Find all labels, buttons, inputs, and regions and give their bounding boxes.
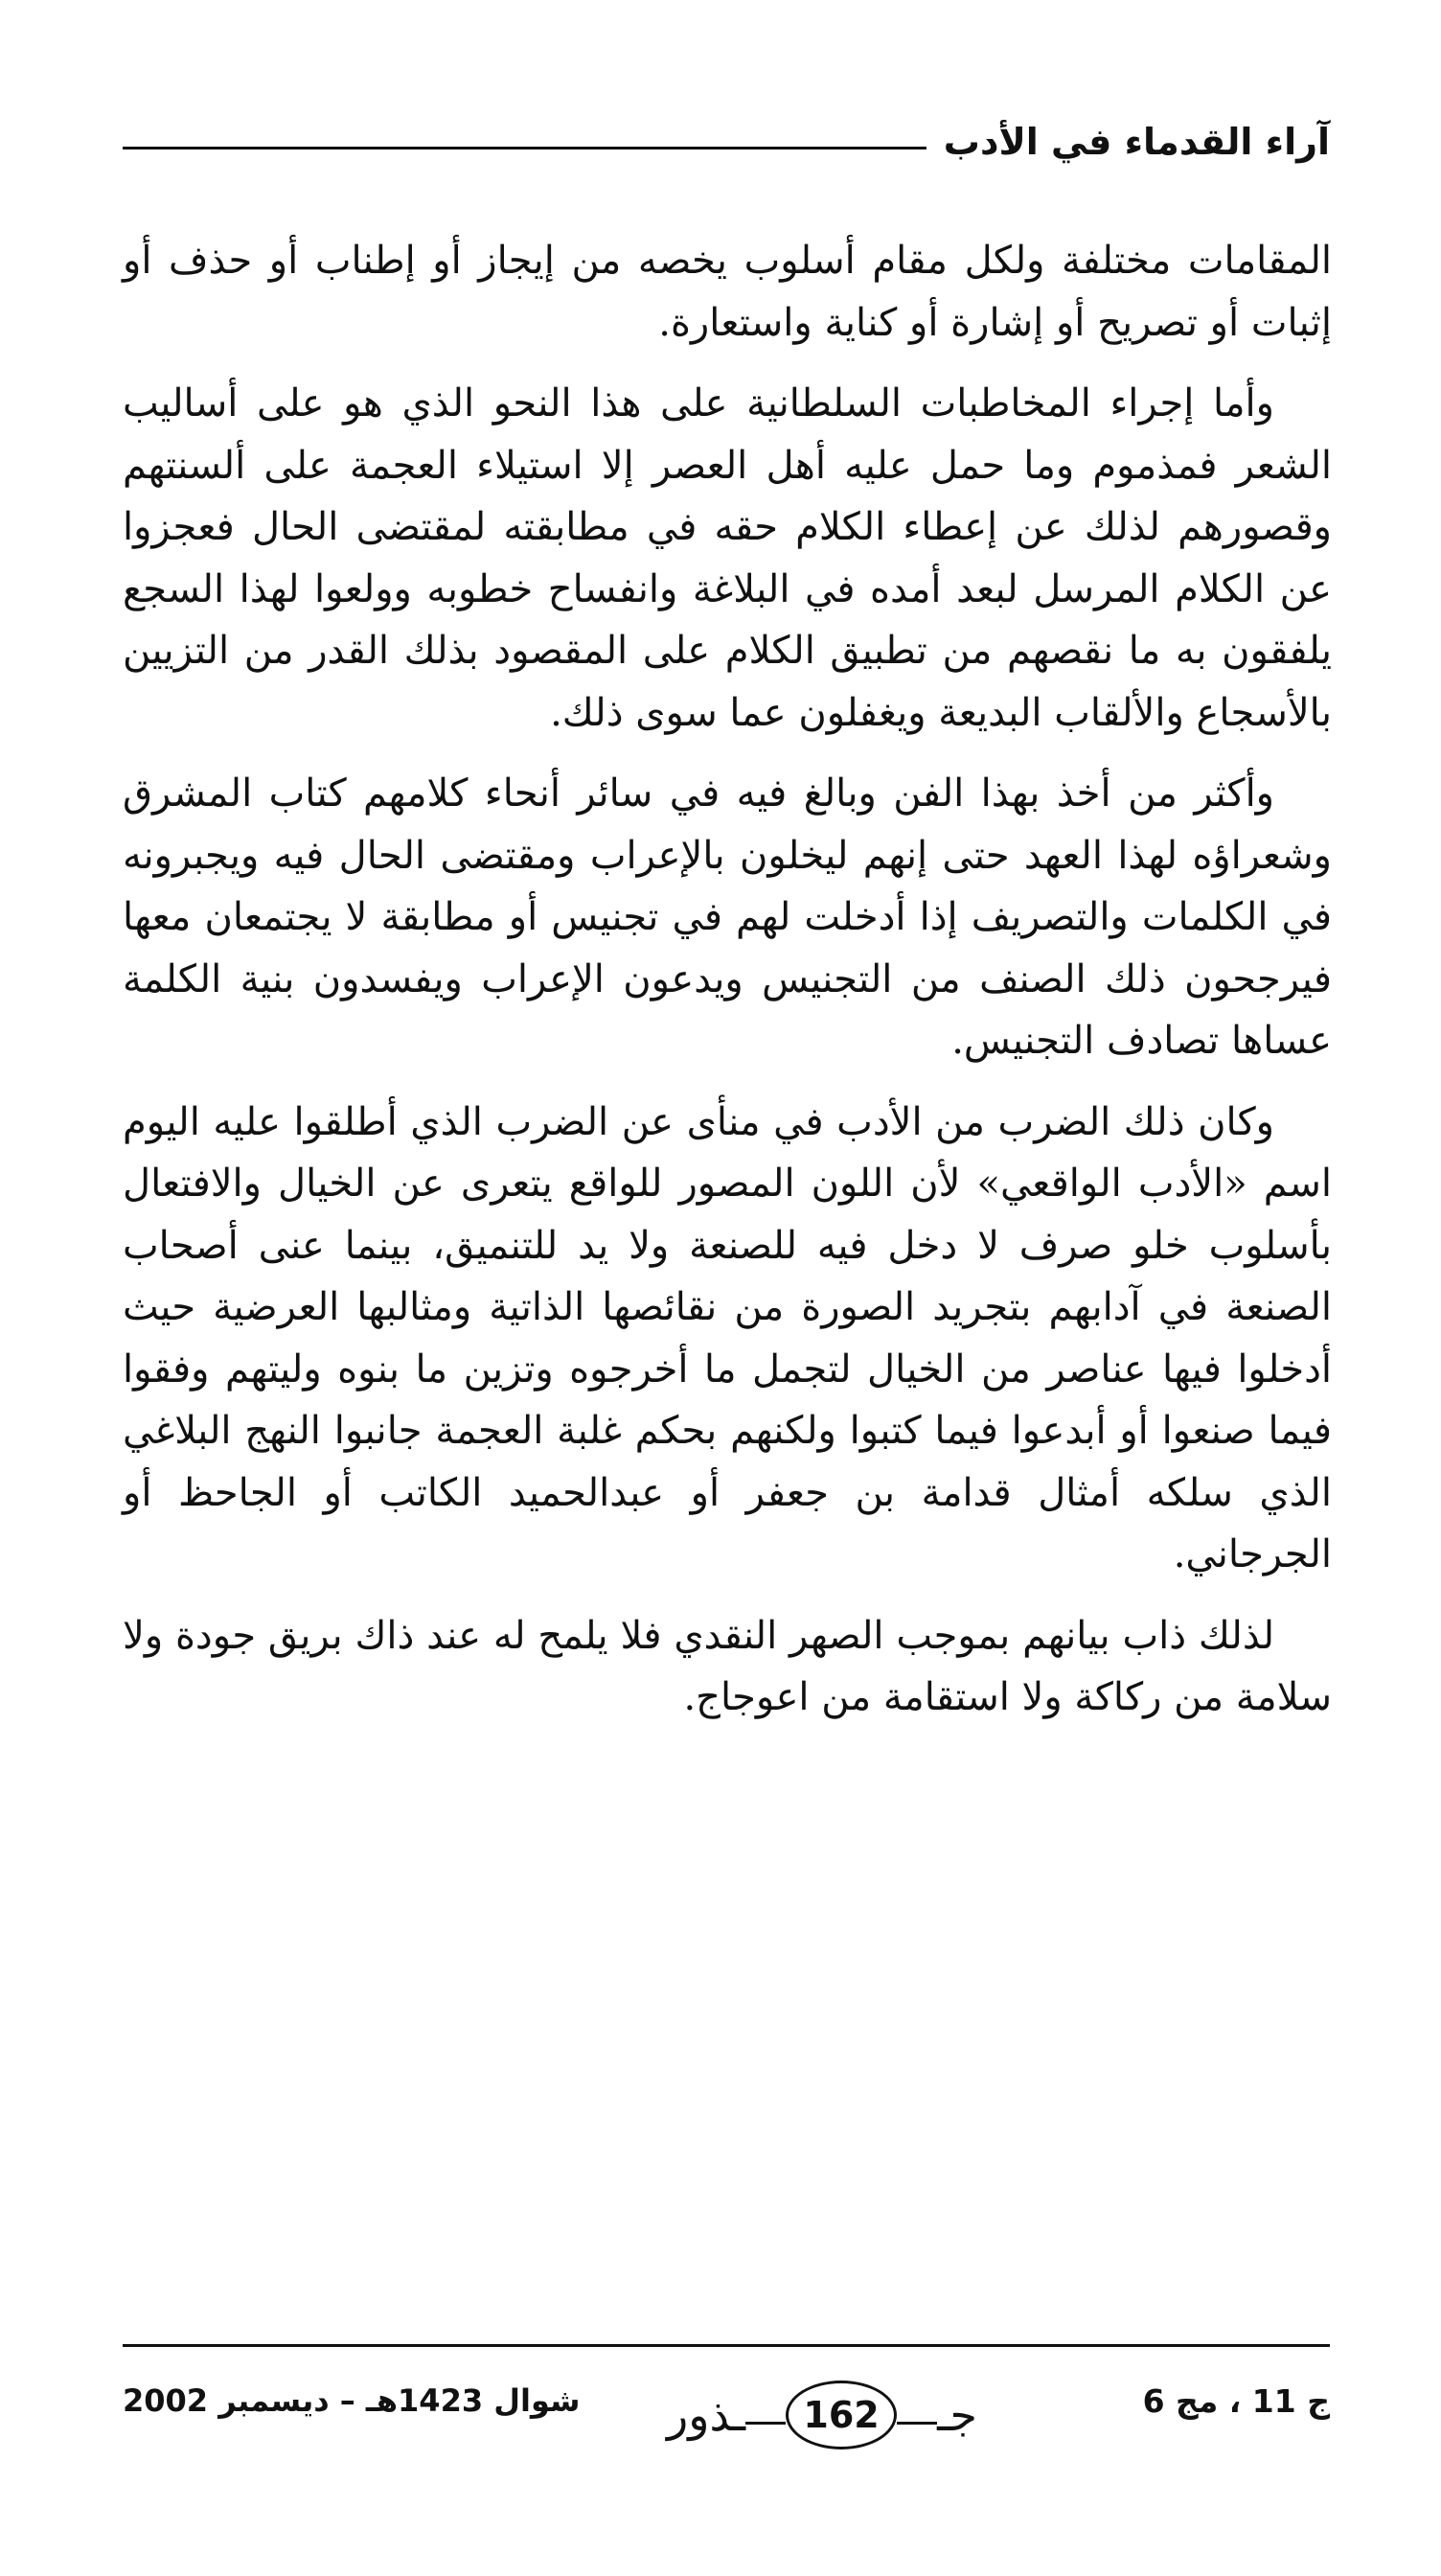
running-title: آراء القدماء في الأدب: [943, 121, 1330, 163]
paragraph: وأما إجراء المخاطبات السلطانية على هذا النحو الذي هو على أساليب الشعر فمذموم وما حمل عليه أهل العصر إلا استيلاء العجمة على ألسنتهم وقصورهم لذلك عن إعطاء الكلام حقه في مطابقته لمقتضى الحال فعجزوا عن الكلام المرسل لبعد أمده في البلاغة وانفساح خطوبه وولعوا لهذا السجع يلفقون به ما نقصهم من تطبيق الكلام على المقصود بذلك القدر من التزيين بالأسجاع والألقاب البديعة ويغفلون عما سوى ذلك.: [123, 381, 1333, 735]
header-rule: [123, 147, 926, 150]
page-number: 162: [786, 2380, 897, 2450]
magazine-name-end: ـذور: [667, 2389, 746, 2441]
magazine-name-start: جـ: [937, 2389, 977, 2441]
paragraph: المقامات مختلفة ولكل مقام أسلوب يخصه من إيجاز أو إطناب أو حذف أو إثبات أو تصريح أو إشارة أو كناية واستعارة.: [123, 239, 1332, 345]
footer-rule: [123, 2344, 1330, 2347]
issue-date: شوال 1423هـ – ديسمبر 2002: [123, 2382, 581, 2419]
magazine-connector-line: [897, 2422, 937, 2425]
running-header: [123, 113, 1330, 171]
page-footer: [123, 2367, 1330, 2463]
volume-issue: ج 11 ، مج 6: [1142, 2382, 1330, 2420]
magazine-connector-line: [745, 2422, 786, 2425]
paragraph: وأكثر من أخذ بهذا الفن وبالغ فيه في سائر أنحاء كلامهم كتاب المشرق وشعراؤه لهذا العهد حتى إنهم ليخلون بالإعراب ومقتضى الحال فيه ويجبرونه في الكلمات والتصريف إذا أدخلت لهم في تجنيس أو مطابقة لا يجتمعان معها فيرجحون ذلك الصنف من التجنيس ويدعون الإعراب ويفسدون بنية الكلمة عساها تصادف التجنيس.: [123, 771, 1332, 1063]
paragraph: لذلك ذاب بيانهم بموجب الصهر النقدي فلا يلمح له عند ذاك بريق جودة ولا سلامة من ركاكة ولا استقامة من اعوجاج.: [123, 1613, 1332, 1719]
article-body: [123, 230, 1332, 1748]
magazine-name: [630, 2367, 1014, 2463]
paragraph: وكان ذلك الضرب من الأدب في منأى عن الضرب الذي أطلقوا عليه اليوم اسم «الأدب الواقعي» لأن اللون المصور للواقع يتعرى عن الخيال والافتعال بأسلوب خلو صرف لا دخل فيه للصنعة ولا يد للتنميق، بينما عنى أصحاب الصنعة في آدابهم بتجريد الصورة من نقائصها الذاتية ومثالبها العرضية حيث أدخلوا فيها عناصر من الخيال لتجمل ما أخرجوه وتزين ما بنوه وليتهم وفقوا فيما صنعوا أو أبدعوا فيما كتبوا ولكنهم بحكم غلبة العجمة جانبوا النهج البلاغي الذي سلكه أمثال قدامة بن جعفر أو عبدالحميد الكاتب أو الجاحظ أو الجرجاني.: [123, 1099, 1333, 1576]
